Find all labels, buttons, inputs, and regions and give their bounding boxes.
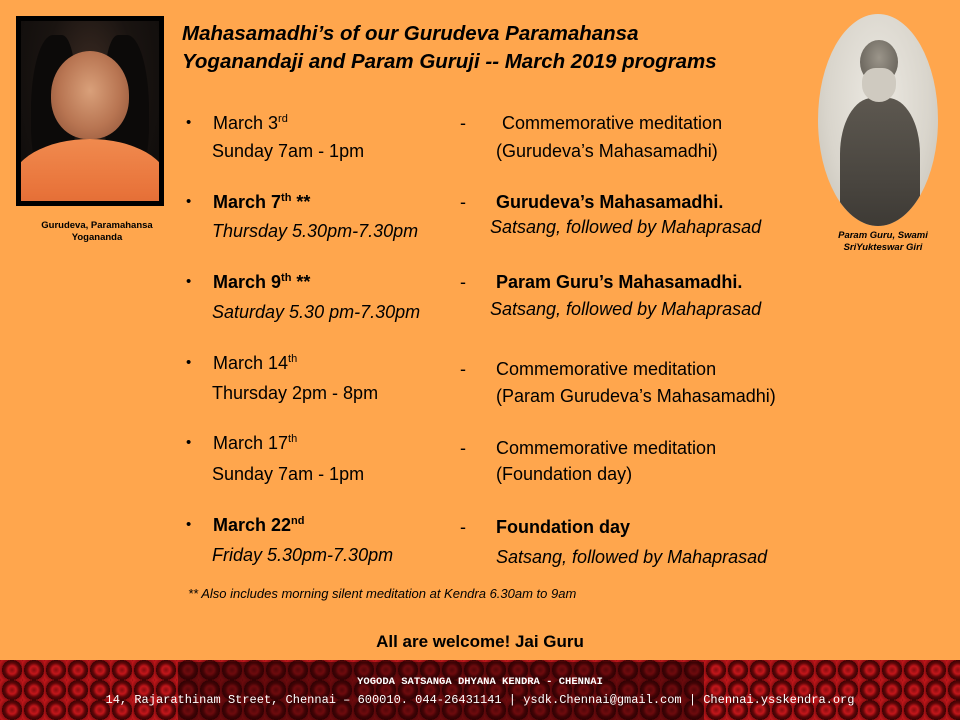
event-description: Foundation day — [496, 517, 630, 537]
title-line-1: Mahasamadhi’s of our Gurudeva Paramahansa — [182, 22, 639, 45]
footnote: ** Also includes morning silent meditation at Kendra 6.30am to 9am — [188, 586, 577, 601]
event-date: March 7th ** — [213, 192, 311, 212]
bullet: • — [186, 516, 192, 533]
event-description: Commemorative meditation — [496, 438, 717, 458]
event-date: March 14th — [213, 353, 298, 373]
event-description: Commemorative meditation — [502, 113, 723, 133]
title-line-2: Yoganandaji and Param Guruji -- March 2019 programs — [182, 50, 717, 73]
event-time: Thursday 5.30pm-7.30pm — [212, 221, 419, 241]
event-date: March 17th — [213, 433, 298, 453]
event-date: March 3rd — [213, 113, 288, 133]
event-detail: (Gurudeva’s Mahasamadhi) — [496, 141, 718, 161]
event-detail: (Foundation day) — [496, 464, 633, 484]
event-detail: (Param Gurudeva’s Mahasamadhi) — [496, 386, 776, 406]
event-date: March 9th ** — [213, 272, 311, 292]
bullet: • — [186, 273, 192, 290]
event-time: Thursday 2pm - 8pm — [212, 383, 379, 403]
footer-contact: 14, Rajarathinam Street, Chennai – 600010. 044-26431141 | ysdk.Chennai@gmail.com | Chennai.ysskendra.org — [105, 693, 855, 707]
param-guru-caption: Param Guru, Swami SriYukteswar Giri — [838, 230, 928, 253]
dash: - — [460, 438, 466, 458]
gurudeva-caption: Gurudeva, Paramahansa Yogananda — [41, 220, 153, 243]
bullet: • — [186, 114, 192, 131]
event-description: Param Guru’s Mahasamadhi. — [496, 272, 743, 292]
event-detail: Satsang, followed by Mahaprasad — [490, 217, 762, 237]
event-description: Commemorative meditation — [496, 359, 717, 379]
event-description: Gurudeva’s Mahasamadhi. — [496, 192, 724, 212]
welcome-message: All are welcome! Jai Guru — [376, 632, 584, 651]
event-time: Sunday 7am - 1pm — [212, 464, 365, 484]
footer-band — [178, 662, 704, 720]
dash: - — [460, 517, 466, 537]
event-detail: Satsang, followed by Mahaprasad — [490, 299, 762, 319]
bullet: • — [186, 354, 192, 371]
event-time: Sunday 7am - 1pm — [212, 141, 365, 161]
dash: - — [460, 272, 466, 292]
page-title — [182, 20, 717, 76]
param-guru-portrait — [818, 14, 938, 226]
event-time: Friday 5.30pm-7.30pm — [212, 545, 394, 565]
dash: - — [460, 113, 466, 133]
footer-organization: YOGODA SATSANGA DHYANA KENDRA - CHENNAI — [357, 676, 603, 688]
bullet: • — [186, 434, 192, 451]
dash: - — [460, 359, 466, 379]
bullet: • — [186, 193, 192, 210]
event-date: March 22nd — [213, 515, 305, 535]
gurudeva-portrait — [16, 16, 164, 206]
event-detail: Satsang, followed by Mahaprasad — [496, 547, 768, 567]
event-time: Saturday 5.30 pm-7.30pm — [212, 302, 421, 322]
dash: - — [460, 192, 466, 212]
footer-banner — [0, 660, 960, 720]
